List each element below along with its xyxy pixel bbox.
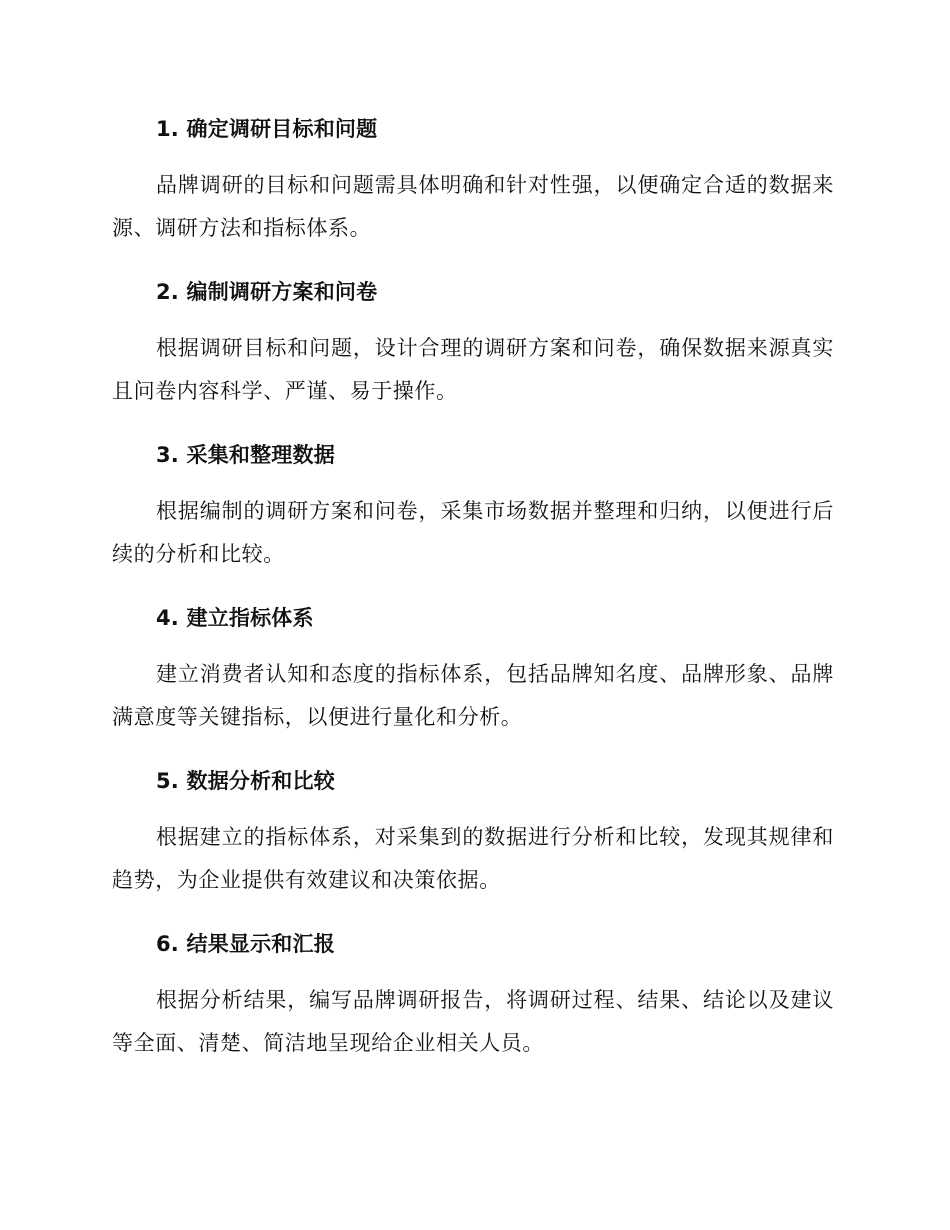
section-paragraph: 根据调研目标和问题，设计合理的调研方案和问卷，确保数据来源真实且问卷内容科学、严谨、易于操作。 — [112, 336, 834, 403]
section-2 — [112, 271, 834, 413]
section-1 — [112, 108, 834, 250]
section-paragraph: 品牌调研的目标和问题需具体明确和针对性强，以便确定合适的数据来源、调研方法和指标体系。 — [112, 173, 834, 240]
section-5 — [112, 760, 834, 902]
section-4 — [112, 597, 834, 739]
section-paragraph: 根据编制的调研方案和问卷，采集市场数据并整理和归纳，以便进行后续的分析和比较。 — [112, 499, 834, 566]
section-heading: 5. 数据分析和比较 — [156, 769, 335, 793]
section-3 — [112, 434, 834, 576]
document-body — [112, 108, 834, 1086]
section-heading: 1. 确定调研目标和问题 — [156, 117, 378, 141]
section-heading: 4. 建立指标体系 — [156, 606, 314, 630]
section-paragraph: 根据建立的指标体系，对采集到的数据进行分析和比较，发现其规律和趋势，为企业提供有效建议和决策依据。 — [112, 825, 834, 892]
section-paragraph: 根据分析结果，编写品牌调研报告，将调研过程、结果、结论以及建议等全面、清楚、简洁地呈现给企业相关人员。 — [112, 988, 834, 1055]
section-heading: 2. 编制调研方案和问卷 — [156, 280, 378, 304]
section-paragraph: 建立消费者认知和态度的指标体系，包括品牌知名度、品牌形象、品牌满意度等关键指标，以便进行量化和分析。 — [112, 662, 834, 729]
section-heading: 6. 结果显示和汇报 — [156, 932, 335, 956]
section-heading: 3. 采集和整理数据 — [156, 443, 335, 467]
section-6 — [112, 923, 834, 1065]
